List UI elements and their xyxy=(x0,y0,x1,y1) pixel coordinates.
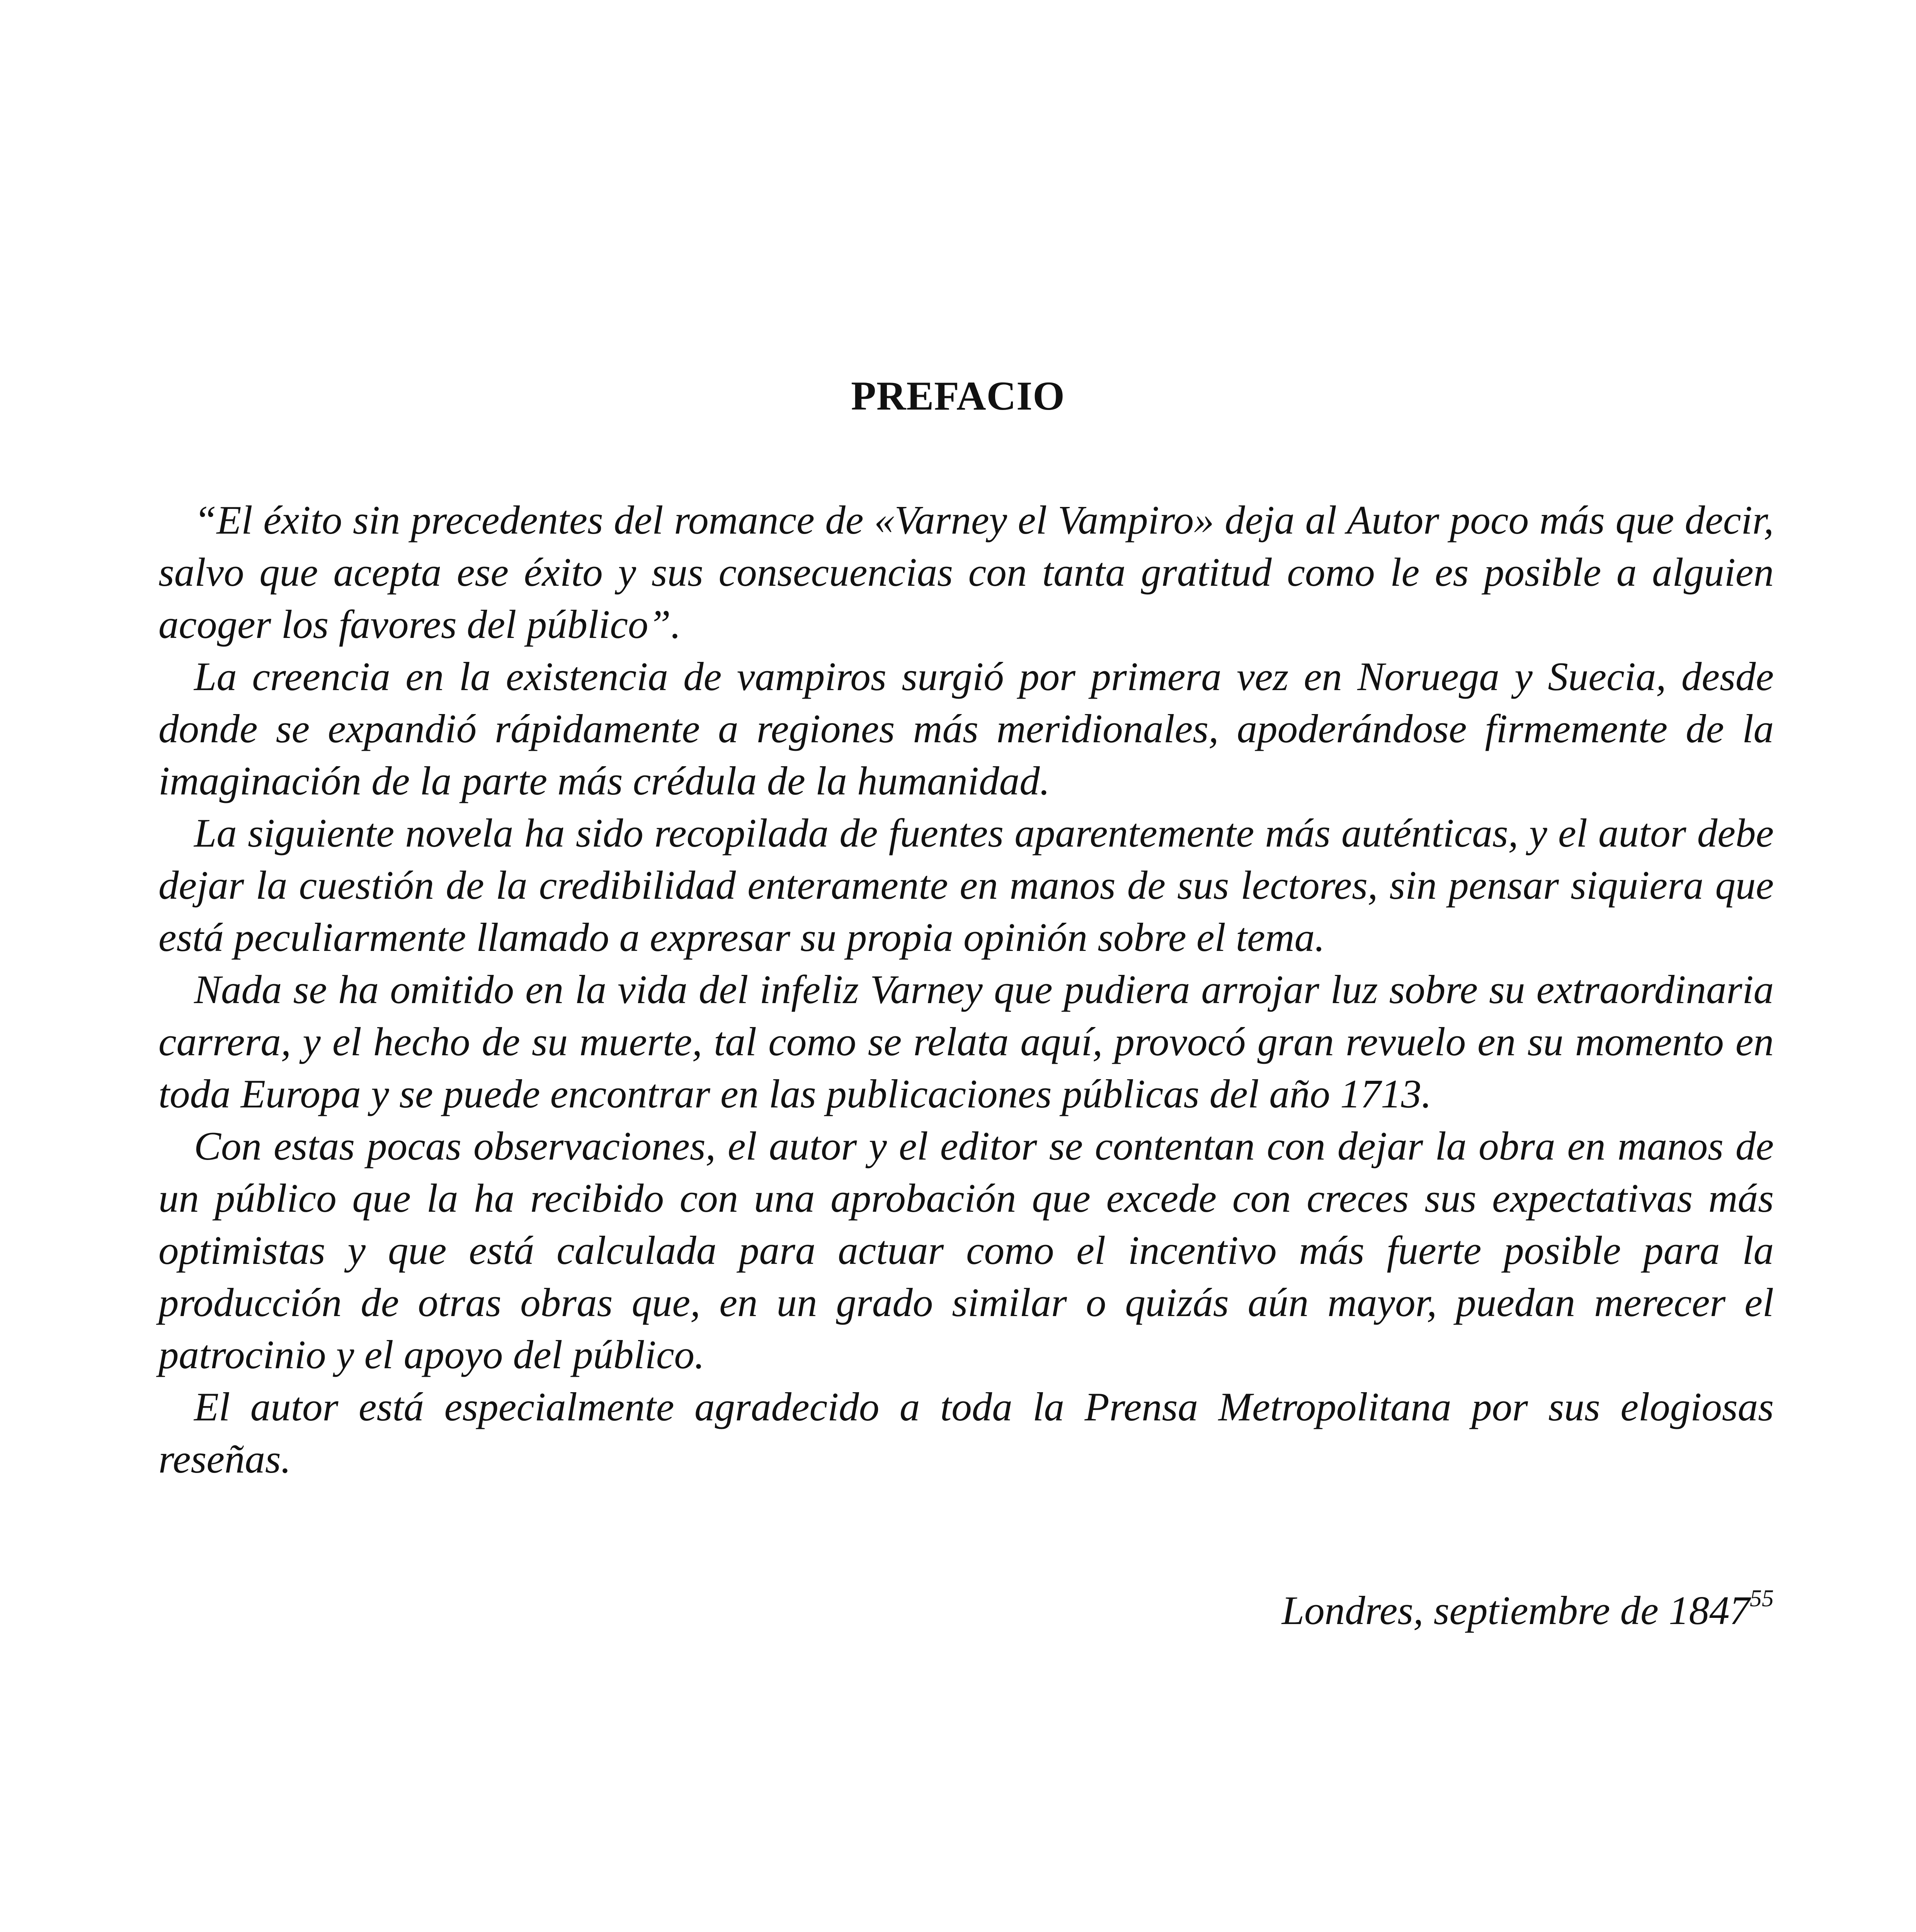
paragraph: Con estas pocas observaciones, el autor y el editor se contentan con dejar la obra en manos de un público que la ha recibido con una aprobación que excede con creces sus expectativas más optimistas y que está calculada para actuar como el incentivo más fuerte posible para la producción de otras obras que, en un grado similar o quizás aún mayor, puedan merecer el patrocinio y el apoyo del público. xyxy=(158,1123,1774,1377)
page-title: PREFACIO xyxy=(851,373,1065,418)
preface-body xyxy=(158,494,1774,1485)
paragraph: Nada se ha omitido en la vida del infeliz Varney que pudiera arrojar luz sobre su extraordinaria carrera, y el hecho de su muerte, tal como se relata aquí, provocó gran revuelo en su momento en toda Europa y se puede encontrar en las publicaciones públicas del año 1713. xyxy=(158,967,1774,1116)
paragraph: El autor está especialmente agradecido a toda la Prensa Metropolitana por sus elogiosas reseñas. xyxy=(158,1384,1774,1481)
signature-line xyxy=(158,1584,1774,1636)
paragraph: La creencia en la existencia de vampiros surgió por primera vez en Noruega y Suecia, desde donde se expandió rápidamente a regiones más meridionales, apoderándose firmemente de la imaginación de la parte más crédula de la humanidad. xyxy=(158,654,1774,803)
signature-text: Londres, septiembre de 1847 xyxy=(1281,1588,1750,1633)
footnote-reference: 55 xyxy=(1750,1585,1774,1612)
paragraph: “El éxito sin precedentes del romance de «Varney el Vampiro» deja al Autor poco más que decir, salvo que acepta ese éxito y sus consecuencias con tanta gratitud como le es posible a alguien acoger los favores del público”. xyxy=(158,497,1774,647)
paragraph: La siguiente novela ha sido recopilada de fuentes aparentemente más auténticas, y el autor debe dejar la cuestión de la credibilidad enteramente en manos de sus lectores, sin pensar siquiera que está peculiarmente llamado a expresar su propia opinión sobre el tema. xyxy=(158,810,1774,960)
